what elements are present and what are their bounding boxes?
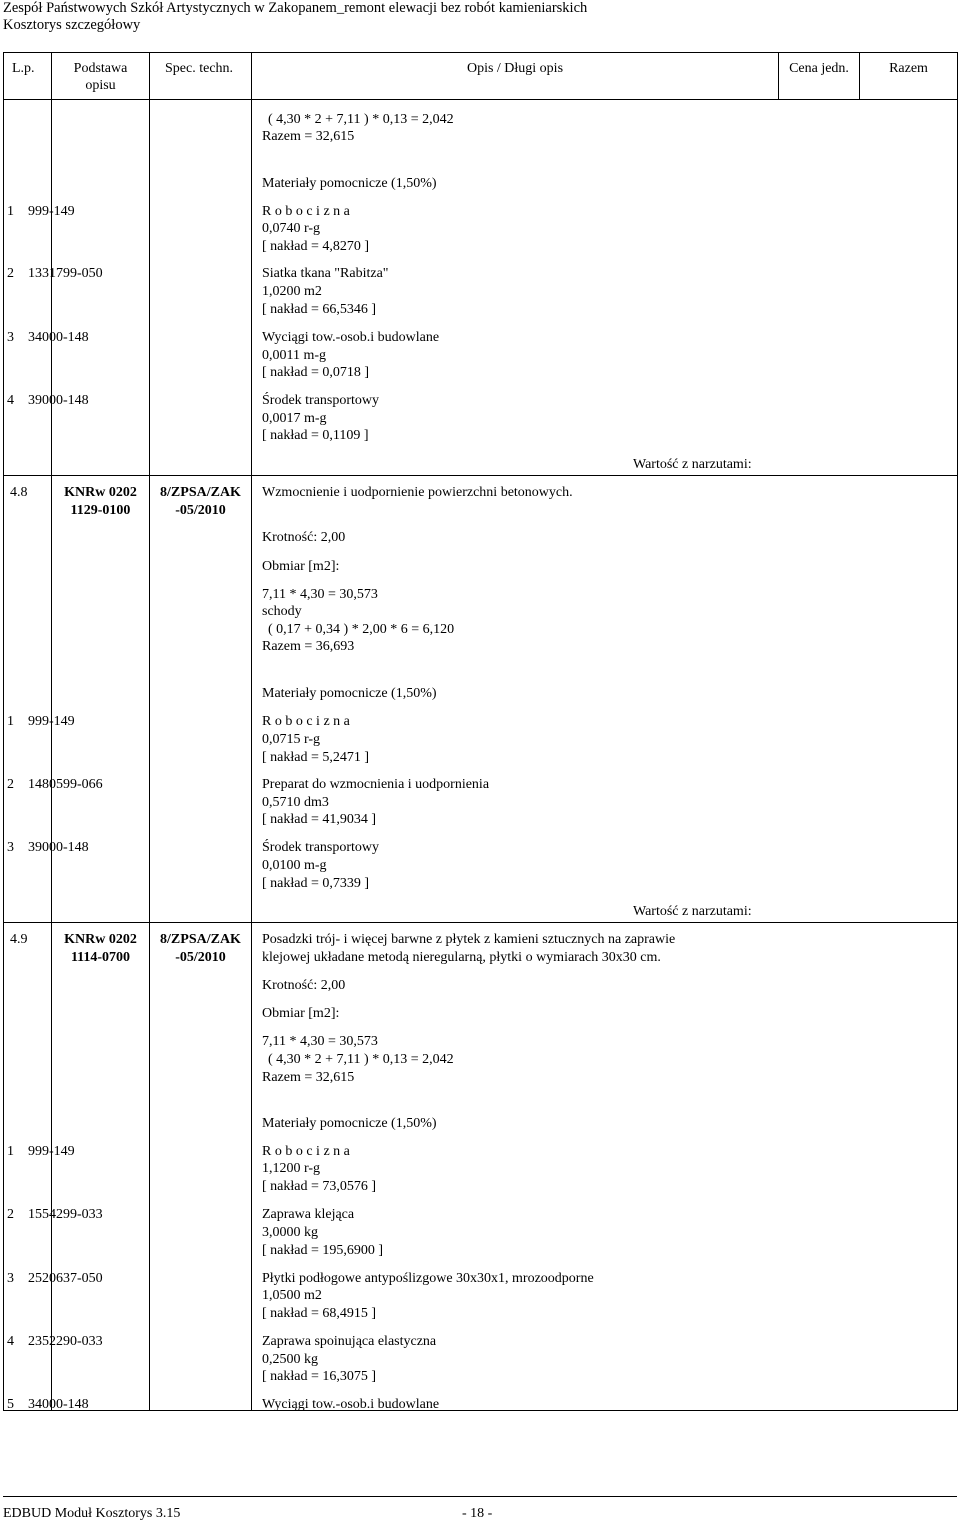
calc-sum: Razem = 32,615	[262, 129, 355, 144]
table-header-bottom-border	[3, 99, 957, 100]
header-lp: L.p.	[12, 61, 35, 76]
footer-rule	[3, 1496, 957, 1497]
position-basis: KNRw 0202	[64, 932, 137, 947]
item-code: 1331799-050	[28, 266, 103, 281]
materials-label: Materiały pomocnicze (1,50%)	[262, 176, 437, 191]
document-title: Zespół Państwowych Szkół Artystycznych w Zakopanem_remont elewacji bez robót kamieniarskich	[3, 0, 588, 16]
table-top-border	[3, 52, 957, 53]
item-naklad: [ nakład = 41,9034 ]	[262, 812, 377, 827]
measurement-label: Obmiar [m2]:	[262, 559, 340, 574]
position-spec: 8/ZPSA/ZAK	[160, 485, 241, 500]
header-podstawa: Podstawa	[73, 61, 128, 76]
item-naklad: [ nakład = 68,4915 ]	[262, 1306, 377, 1321]
item-qty: 1,0200 m2	[262, 284, 322, 299]
col-divider-basis	[149, 52, 150, 1411]
col-divider-spec	[251, 52, 252, 1411]
item-naklad: [ nakład = 4,8270 ]	[262, 239, 370, 254]
materials-label: Materiały pomocnicze (1,50%)	[262, 686, 437, 701]
item-number: 3	[7, 330, 14, 345]
materials-label: Materiały pomocnicze (1,50%)	[262, 1116, 437, 1131]
header-opis: Opis / Długi opis	[466, 61, 564, 76]
item-name: Środek transportowy	[262, 840, 380, 855]
item-code: 39000-148	[28, 393, 89, 408]
item-qty: 1,1200 r-g	[262, 1161, 321, 1176]
item-number: 3	[7, 1271, 14, 1286]
item-name: R o b o c i z n a	[262, 204, 350, 219]
item-qty: 0,0100 m-g	[262, 858, 327, 873]
item-number: 1	[7, 1144, 14, 1159]
item-naklad: [ nakład = 0,0718 ]	[262, 365, 370, 380]
calc-sum: Razem = 36,693	[262, 639, 355, 654]
item-name: R o b o c i z n a	[262, 1144, 350, 1159]
position-description: Posadzki trój- i więcej barwne z płytek z kamieni sztucznych na zaprawie	[262, 932, 676, 947]
item-code: 999-149	[28, 1144, 75, 1159]
item-qty: 0,0740 r-g	[262, 221, 321, 236]
header-cena: Cena jedn.	[789, 61, 849, 76]
header-razem: Razem	[889, 61, 928, 76]
position-number: 4.9	[10, 932, 28, 947]
item-naklad: [ nakład = 73,0576 ]	[262, 1179, 377, 1194]
item-qty: 0,0017 m-g	[262, 411, 327, 426]
item-code: 999-149	[28, 204, 75, 219]
item-naklad: [ nakład = 0,7339 ]	[262, 876, 370, 891]
header-spec: Spec. techn.	[165, 61, 234, 76]
item-code: 34000-148	[28, 330, 89, 345]
measurement-label: Obmiar [m2]:	[262, 1006, 340, 1021]
item-name: Wyciągi tow.-osob.i budowlane	[262, 1397, 440, 1412]
position-basis: KNRw 0202	[64, 485, 137, 500]
position-description: Wzmocnienie i uodpornienie powierzchni betonowych.	[262, 485, 573, 500]
calc-line: ( 0,17 + 0,34 ) * 2,00 * 6 = 6,120	[268, 622, 455, 637]
row-separator-4-9	[3, 922, 957, 923]
item-number: 5	[7, 1397, 14, 1412]
item-qty: 0,0715 r-g	[262, 732, 321, 747]
calc-line: schody	[262, 604, 302, 619]
footer-software: EDBUD Moduł Kosztorys 3.15	[3, 1506, 181, 1521]
item-number: 2	[7, 266, 14, 281]
item-code: 2520637-050	[28, 1271, 103, 1286]
item-qty: 3,0000 kg	[262, 1225, 318, 1240]
item-code: 2352290-033	[28, 1334, 103, 1349]
position-spec-date: -05/2010	[175, 950, 226, 965]
item-name: Siatka tkana "Rabitza"	[262, 266, 389, 281]
multiplicity: Krotność: 2,00	[262, 530, 346, 545]
value-with-markups-label: Wartość z narzutami:	[633, 457, 752, 472]
item-code: 34000-148	[28, 1397, 89, 1412]
position-number: 4.8	[10, 485, 28, 500]
item-name: Wyciągi tow.-osob.i budowlane	[262, 330, 440, 345]
item-naklad: [ nakład = 195,6900 ]	[262, 1243, 384, 1258]
calc-line: 7,11 * 4,30 = 30,573	[262, 1034, 378, 1049]
item-naklad: [ nakład = 16,3075 ]	[262, 1369, 377, 1384]
item-code: 1480599-066	[28, 777, 103, 792]
item-number: 2	[7, 1207, 14, 1222]
table-right-border	[957, 52, 958, 1411]
row-separator-4-8	[3, 475, 957, 476]
calc-line: ( 4,30 * 2 + 7,11 ) * 0,13 = 2,042	[268, 1052, 454, 1067]
position-spec: 8/ZPSA/ZAK	[160, 932, 241, 947]
item-naklad: [ nakład = 66,5346 ]	[262, 302, 377, 317]
item-name: Zaprawa spoinująca elastyczna	[262, 1334, 437, 1349]
calc-line: ( 4,30 * 2 + 7,11 ) * 0,13 = 2,042	[268, 112, 454, 127]
item-qty: 0,2500 kg	[262, 1352, 318, 1367]
calc-sum: Razem = 32,615	[262, 1070, 355, 1085]
calc-line: 7,11 * 4,30 = 30,573	[262, 587, 378, 602]
position-basis-code: 1129-0100	[70, 503, 131, 518]
position-spec-date: -05/2010	[175, 503, 226, 518]
item-number: 3	[7, 840, 14, 855]
item-number: 1	[7, 204, 14, 219]
item-number: 2	[7, 777, 14, 792]
multiplicity: Krotność: 2,00	[262, 978, 346, 993]
item-naklad: [ nakład = 0,1109 ]	[262, 428, 369, 443]
item-naklad: [ nakład = 5,2471 ]	[262, 750, 370, 765]
item-number: 1	[7, 714, 14, 729]
item-code: 999-149	[28, 714, 75, 729]
document-subtitle: Kosztorys szczegółowy	[3, 17, 141, 33]
page-number: - 18 -	[462, 1506, 493, 1521]
item-number: 4	[7, 393, 14, 408]
item-code: 39000-148	[28, 840, 89, 855]
item-name: Środek transportowy	[262, 393, 380, 408]
table-bottom-border	[3, 1410, 957, 1411]
item-qty: 0,0011 m-g	[262, 348, 327, 363]
item-name: R o b o c i z n a	[262, 714, 350, 729]
item-name: Zaprawa klejąca	[262, 1207, 355, 1222]
item-number: 4	[7, 1334, 14, 1349]
position-basis-code: 1114-0700	[70, 950, 131, 965]
item-code: 1554299-033	[28, 1207, 103, 1222]
position-description-cont: klejowej układane metodą nieregularną, płytki o wymiarach 30x30 cm.	[262, 950, 661, 965]
item-name: Preparat do wzmocnienia i uodpornienia	[262, 777, 490, 792]
value-with-markups-label: Wartość z narzutami:	[633, 904, 752, 919]
item-qty: 1,0500 m2	[262, 1288, 322, 1303]
item-name: Płytki podłogowe antypoślizgowe 30x30x1, mrozoodporne	[262, 1271, 594, 1286]
header-podstawa-sub: opisu	[85, 78, 116, 93]
item-qty: 0,5710 dm3	[262, 795, 329, 810]
